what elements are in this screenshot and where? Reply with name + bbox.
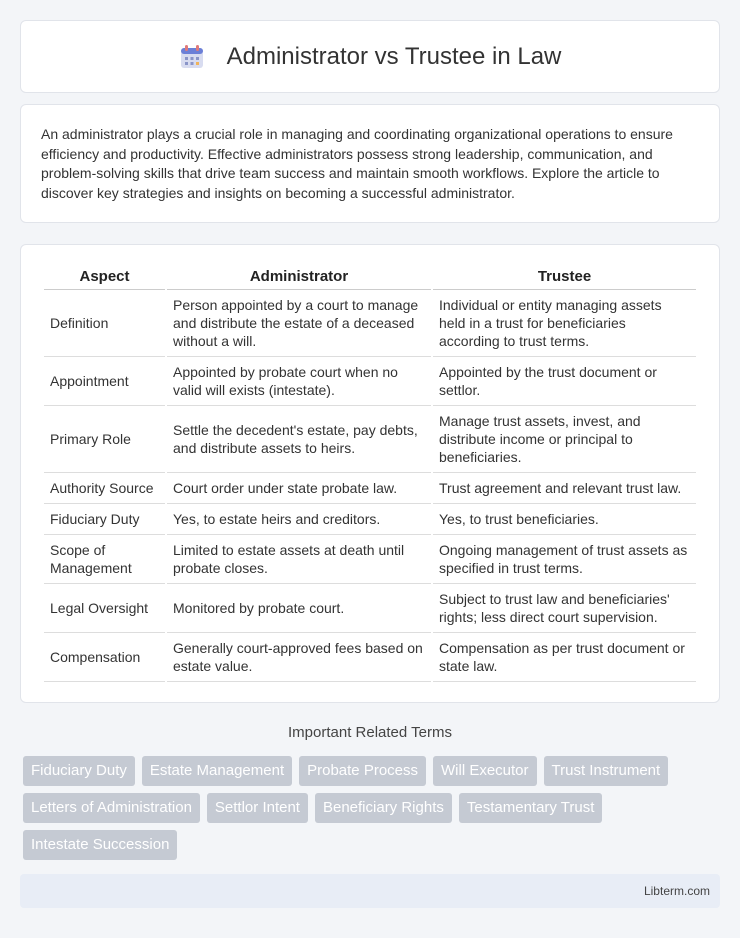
table-row <box>44 504 696 535</box>
cell-aspect: Scope of Management <box>44 535 165 584</box>
cell-administrator: Person appointed by a court to manage and distribute the estate of a deceased without a will. <box>167 290 431 357</box>
cell-administrator: Generally court-approved fees based on estate value. <box>167 633 431 682</box>
related-terms-list <box>23 756 713 867</box>
cell-administrator: Appointed by probate court when no valid will exists (intestate). <box>167 357 431 406</box>
cell-aspect: Authority Source <box>44 473 165 504</box>
header-trustee: Trustee <box>433 265 696 290</box>
table-row <box>44 473 696 504</box>
cell-administrator: Monitored by probate court. <box>167 584 431 633</box>
intro-text: An administrator plays a crucial role in managing and coordinating organizational operations to ensure efficiency and productivity. Effective administrators possess strong leadership, communication, and problem-solving skills that drive team success and maintain smooth workflows. Explore the article to discover key strategies and insights on becoming a successful administrator. <box>41 126 673 201</box>
related-term-tag[interactable]: Trust Instrument <box>544 756 669 786</box>
related-term-tag[interactable]: Letters of Administration <box>23 793 200 823</box>
comparison-table-card <box>20 244 720 703</box>
cell-aspect: Definition <box>44 290 165 357</box>
related-term-tag[interactable]: Fiduciary Duty <box>23 756 135 786</box>
table-row <box>44 584 696 633</box>
related-term-tag[interactable]: Beneficiary Rights <box>315 793 452 823</box>
cell-administrator: Yes, to estate heirs and creditors. <box>167 504 431 535</box>
cell-aspect: Primary Role <box>44 406 165 473</box>
table-row <box>44 406 696 473</box>
comparison-table <box>42 265 698 682</box>
cell-trustee: Ongoing management of trust assets as specified in trust terms. <box>433 535 696 584</box>
cell-aspect: Compensation <box>44 633 165 682</box>
related-terms-title: Important Related Terms <box>288 724 452 741</box>
cell-aspect: Fiduciary Duty <box>44 504 165 535</box>
cell-trustee: Compensation as per trust document or state law. <box>433 633 696 682</box>
cell-trustee: Yes, to trust beneficiaries. <box>433 504 696 535</box>
table-row <box>44 290 696 357</box>
cell-trustee: Trust agreement and relevant trust law. <box>433 473 696 504</box>
cell-administrator: Settle the decedent's estate, pay debts, and distribute assets to heirs. <box>167 406 431 473</box>
cell-trustee: Appointed by the trust document or settlor. <box>433 357 696 406</box>
page-title: Administrator vs Trustee in Law <box>226 42 562 70</box>
cell-trustee: Manage trust assets, invest, and distribute income or principal to beneficiaries. <box>433 406 696 473</box>
related-term-tag[interactable]: Probate Process <box>299 756 426 786</box>
cell-administrator: Limited to estate assets at death until probate closes. <box>167 535 431 584</box>
related-term-tag[interactable]: Intestate Succession <box>23 830 177 860</box>
related-term-tag[interactable]: Estate Management <box>142 756 292 786</box>
header-administrator: Administrator <box>167 265 431 290</box>
header-card <box>20 20 720 93</box>
related-term-tag[interactable]: Will Executor <box>433 756 537 786</box>
table-row <box>44 633 696 682</box>
cell-trustee: Subject to trust law and beneficiaries' rights; less direct court supervision. <box>433 584 696 633</box>
related-term-tag[interactable]: Settlor Intent <box>207 793 308 823</box>
table-header-row <box>44 265 696 290</box>
cell-aspect: Legal Oversight <box>44 584 165 633</box>
footer <box>20 874 720 908</box>
footer-site-link[interactable]: Libterm.com <box>643 884 710 898</box>
cell-administrator: Court order under state probate law. <box>167 473 431 504</box>
header-aspect: Aspect <box>44 265 165 290</box>
cell-trustee: Individual or entity managing assets held in a trust for beneficiaries according to trust terms. <box>433 290 696 357</box>
cell-aspect: Appointment <box>44 357 165 406</box>
intro-card <box>20 104 720 223</box>
table-row <box>44 535 696 584</box>
calendar-icon <box>179 44 205 70</box>
related-term-tag[interactable]: Testamentary Trust <box>459 793 603 823</box>
table-row <box>44 357 696 406</box>
